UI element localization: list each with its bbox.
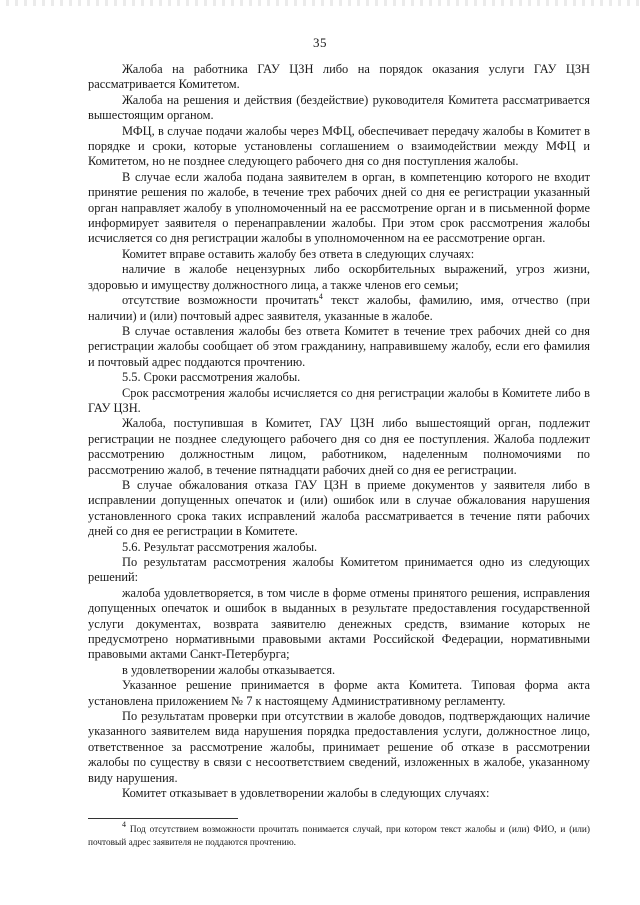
paragraph: МФЦ, в случае подачи жалобы через МФЦ, обеспечивает передачу жалобы в Комитет в порядке и сроки, которые установлены соглашением о взаимодействии между МФЦ и Комитетом, но не позднее следующего рабочего дня со дня поступления жалобы. [88, 123, 590, 169]
section-heading: 5.6. Результат рассмотрения жалобы. [122, 539, 318, 554]
page-number: 35 [313, 35, 327, 50]
paragraph: Указанное решение принимается в форме акта Комитета. Типовая форма акта установлена приложением № 7 к настоящему Административному регламенту. [88, 678, 590, 708]
footnote-divider [88, 818, 238, 819]
paragraph: В случае оставления жалобы без ответа Комитет в течение трех рабочих дней со дня регистрации жалобы сообщает об этом гражданину, направившему жалобу, если его фамилия и почтовый адрес поддаются прочтению. [88, 323, 590, 369]
paragraph: В случае обжалования отказа ГАУ ЦЗН в приеме документов у заявителя либо в исправлении допущенных опечаток и (или) ошибок или в случае обжалования нарушения установленного срока таких исправлений жалоба рассматривается в течение пяти рабочих дней со дня ее регистрации в Комитете. [88, 477, 590, 539]
paragraph-text: текст жалобы, фамилию, имя, отчество (при наличии) и (или) почтовый адрес заявителя, указанные в жалобе. [88, 293, 590, 323]
paragraph: жалоба удовлетворяется, в том числе в форме отмены принятого решения, исправления допущенных опечаток и ошибок в выданных в результате предоставления государственной услуги документах, возврата заявителю денежных средств, взимание которых не предусмотрено нормативными правовыми актами Российской Федерации, нормативными правовыми актами Санкт-Петербурга; [88, 585, 590, 662]
paragraph: Комитет отказывает в удовлетворении жалобы в следующих случаях: [122, 786, 490, 801]
paragraph-with-footnote [88, 293, 590, 324]
paragraph: По результатам рассмотрения жалобы Комитетом принимается одно из следующих решений: [88, 555, 590, 585]
footnote-marker: 4 [122, 820, 126, 829]
scan-edge-artifact [0, 0, 640, 6]
paragraph: наличие в жалобе нецензурных либо оскорбительных выражений, угроз жизни, здоровью и имуществу должностного лица, а также членов его семьи; [88, 262, 590, 292]
paragraph: Жалоба на решения и действия (бездействие) руководителя Комитета рассматривается вышестоящим органом. [88, 92, 590, 123]
footnote-text: Под отсутствием возможности прочитать понимается случай, при котором текст жалобы и (или) ФИО, и (или) почтовый адрес заявителя не поддаются прочтению. [88, 825, 590, 848]
section-heading: 5.5. Сроки рассмотрения жалобы. [122, 370, 301, 385]
paragraph: в удовлетворении жалобы отказывается. [122, 662, 336, 677]
footnote-ref: 4 [318, 292, 323, 302]
document-body [88, 62, 590, 802]
paragraph: Срок рассмотрения жалобы исчисляется со дня регистрации жалобы в Комитете либо в ГАУ ЦЗН. [88, 385, 590, 415]
paragraph: Комитет вправе оставить жалобу без ответа в следующих случаях: [122, 246, 475, 261]
paragraph: Жалоба, поступившая в Комитет, ГАУ ЦЗН либо вышестоящий орган, подлежит регистрации не позднее следующего рабочего дня со дня ее поступления. Жалоба подлежит рассмотрению должностным лицом, работником, наделенным полномочиями по рассмотрению жалоб, в течение пятнадцати рабочих дней со дня ее регистрации. [88, 416, 590, 477]
paragraph: По результатам проверки при отсутствии в жалобе доводов, подтверждающих наличие указанного заявителем вида нарушения порядка предоставления услуги, должностное лицо, ответственное за рассмотрение жалобы, принимает решение об отказе в рассмотрении жалобы по существу в связи с несоответствием сведений, изложенных в жалобе, указанному виду нарушения. [88, 709, 590, 785]
paragraph: Жалоба на работника ГАУ ЦЗН либо на порядок оказания услуги ГАУ ЦЗН рассматривается Комитетом. [88, 62, 590, 92]
paragraph: В случае если жалоба подана заявителем в орган, в компетенцию которого не входит принятие решения по жалобе, в течение трех рабочих дней со дня ее регистрации указанный орган направляет жалобу в уполномоченный на ее рассмотрение орган и в письменной форме информирует заявителя о перенаправлении жалобы. При этом срок рассмотрения жалобы исчисляется со дня регистрации жалобы в уполномоченном на ее рассмотрение орган. [88, 169, 590, 246]
footnote [88, 820, 590, 850]
paragraph-text: отсутствие возможности прочитать [122, 293, 319, 308]
